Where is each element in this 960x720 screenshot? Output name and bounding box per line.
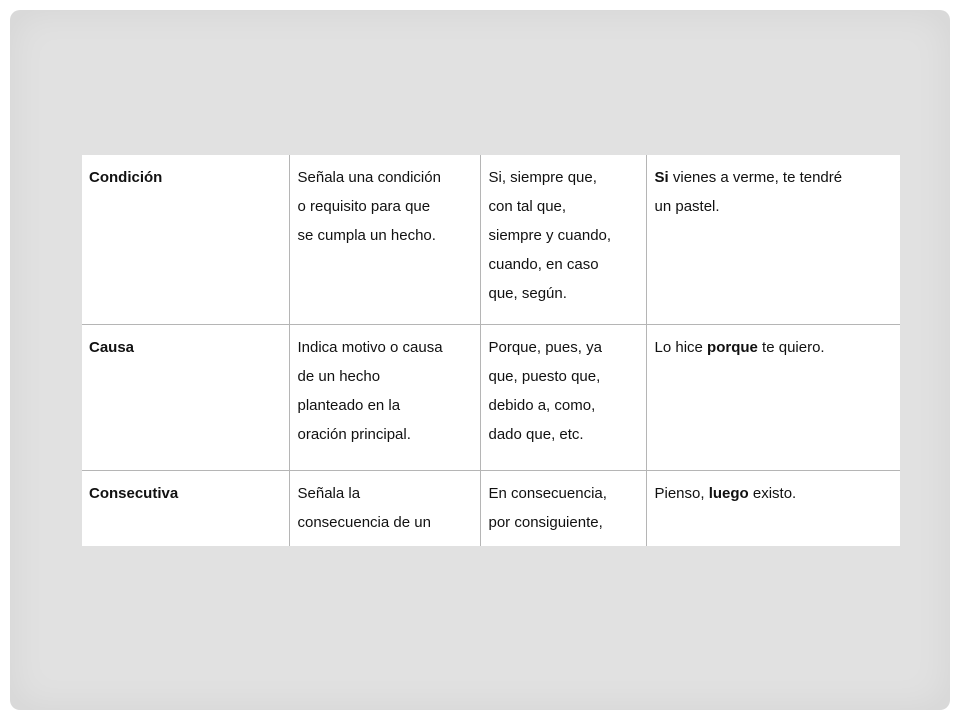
connector-line: cuando, en caso bbox=[488, 256, 599, 273]
example-text: Pienso, bbox=[654, 485, 709, 502]
definition-line: Indica motivo o causa bbox=[297, 339, 443, 356]
term-cell bbox=[82, 471, 289, 547]
connectors-cell bbox=[480, 325, 646, 471]
example-line bbox=[655, 333, 895, 362]
definition-line: planteado en la bbox=[297, 397, 401, 414]
term-cell bbox=[82, 325, 289, 471]
connector-line: siempre y cuando, bbox=[488, 227, 612, 244]
example-text: un pastel. bbox=[654, 198, 720, 215]
term-label: Consecutiva bbox=[89, 485, 179, 502]
example-keyword: porque bbox=[707, 339, 758, 356]
connector-line: que, puesto que, bbox=[488, 368, 601, 385]
conjunctions-table-container bbox=[82, 155, 900, 546]
connector-line: que, según. bbox=[488, 285, 567, 302]
table-row bbox=[82, 325, 900, 471]
example-keyword: Si bbox=[654, 169, 669, 186]
connectors-cell bbox=[480, 155, 646, 325]
definition-line: consecuencia de un bbox=[297, 514, 431, 531]
slide-background bbox=[10, 10, 950, 710]
example-keyword: luego bbox=[708, 485, 749, 502]
connector-line: En consecuencia, bbox=[488, 485, 607, 502]
table-row bbox=[82, 471, 900, 547]
example-cell bbox=[646, 155, 900, 325]
definition-line: Señala una condición bbox=[297, 169, 441, 186]
term-cell bbox=[82, 155, 289, 325]
connector-line: Si, siempre que, bbox=[488, 169, 597, 186]
connector-line: con tal que, bbox=[488, 198, 567, 215]
connector-line: por consiguiente, bbox=[488, 514, 603, 531]
definition-cell bbox=[289, 325, 480, 471]
term-label: Causa bbox=[89, 339, 135, 356]
definition-cell bbox=[289, 155, 480, 325]
connectors-cell bbox=[480, 471, 646, 547]
definition-line: oración principal. bbox=[297, 426, 411, 443]
example-line bbox=[655, 479, 895, 508]
example-text: te quiero. bbox=[757, 339, 825, 356]
example-line bbox=[655, 192, 895, 221]
example-text: Lo hice bbox=[654, 339, 708, 356]
definition-line: Señala la bbox=[297, 485, 361, 502]
example-text: vienes a verme, te tendré bbox=[668, 169, 843, 186]
example-cell bbox=[646, 471, 900, 547]
definition-line: de un hecho bbox=[297, 368, 381, 385]
conjunctions-table bbox=[82, 155, 900, 546]
table-row bbox=[82, 155, 900, 325]
connector-line: debido a, como, bbox=[488, 397, 596, 414]
connector-line: Porque, pues, ya bbox=[488, 339, 602, 356]
example-text: existo. bbox=[748, 485, 797, 502]
definition-line: o requisito para que bbox=[297, 198, 431, 215]
example-line bbox=[655, 163, 895, 192]
connector-line: dado que, etc. bbox=[488, 426, 584, 443]
example-cell bbox=[646, 325, 900, 471]
definition-cell bbox=[289, 471, 480, 547]
definition-line: se cumpla un hecho. bbox=[297, 227, 436, 244]
term-label: Condición bbox=[89, 169, 163, 186]
